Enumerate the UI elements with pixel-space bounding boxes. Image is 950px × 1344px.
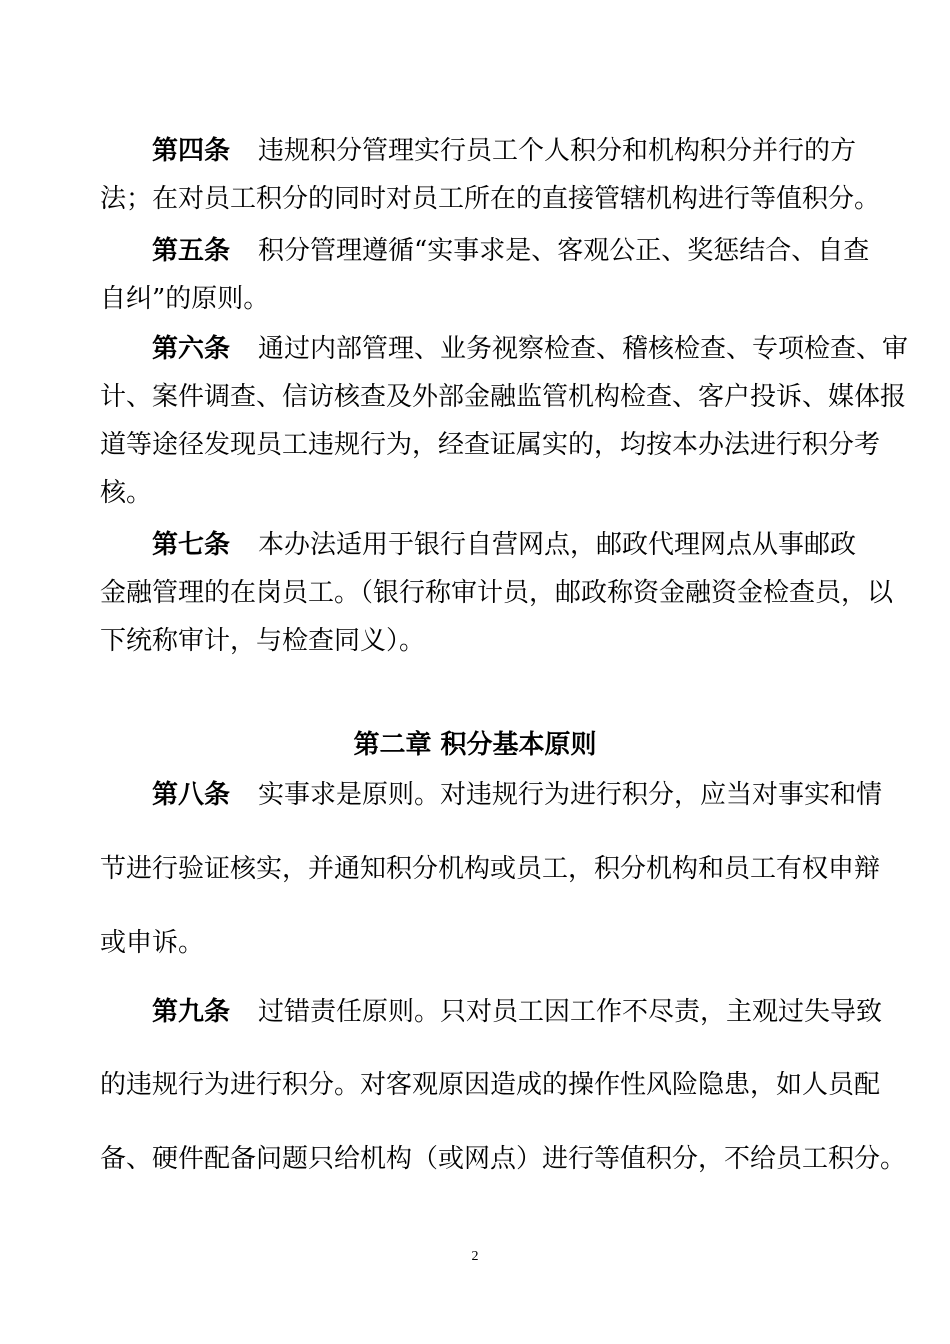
chapter-title: 第二章 积分基本原则 [353,730,597,760]
article-6-line-2: 计、案件调查、信访核查及外部金融监管机构检查、客户投诉、媒体报 [100,382,907,412]
article-6-label: 第六条 [152,334,231,364]
article-8-label: 第八条 [152,780,231,810]
article-5-line-1: 第五条 积分管理遵循“实事求是、客观公正、奖惩结合、自查 [152,236,870,266]
article-9-label: 第九条 [152,997,231,1027]
article-5-line-2: 自纠”的原则。 [100,284,270,314]
article-8-line-3: 或申诉。 [100,928,205,958]
article-8-line-1: 第八条 实事求是原则。对违规行为进行积分，应当对事实和情 [152,780,883,810]
article-4-label: 第四条 [152,136,231,166]
article-9-line-3: 备、硬件配备问题只给机构（或网点）进行等值积分，不给员工积分。 [100,1144,907,1174]
article-4-line-1: 第四条 违规积分管理实行员工个人积分和机构积分并行的方 [152,136,857,166]
article-7-line-2: 金融管理的在岗员工。（银行称审计员，邮政称资金融资金检查员，以 [100,578,894,608]
article-6-line-1: 第六条 通过内部管理、业务视察检查、稽核检查、专项检查、审 [152,334,909,364]
article-7-line-1: 第七条 本办法适用于银行自营网点，邮政代理网点从事邮政 [152,530,857,560]
article-5-label: 第五条 [152,236,231,266]
article-9-line-2: 的违规行为进行积分。对客观原因造成的操作性风险隐患，如人员配 [100,1070,881,1100]
article-7-line-3: 下统称审计，与检查同义）。 [100,626,426,656]
page-number: 2 [471,1249,479,1264]
article-9-line-1: 第九条 过错责任原则。只对员工因工作不尽责，主观过失导致 [152,997,883,1027]
article-7-label: 第七条 [152,530,231,560]
article-8-line-2: 节进行验证核实，并通知积分机构或员工，积分机构和员工有权申辩 [100,854,881,884]
article-6-line-4: 核。 [100,478,153,508]
article-4-line-2: 法；在对员工积分的同时对员工所在的直接管辖机构进行等值积分。 [100,184,881,214]
article-6-line-3: 道等途径发现员工违规行为，经查证属实的，均按本办法进行积分考 [100,430,881,460]
